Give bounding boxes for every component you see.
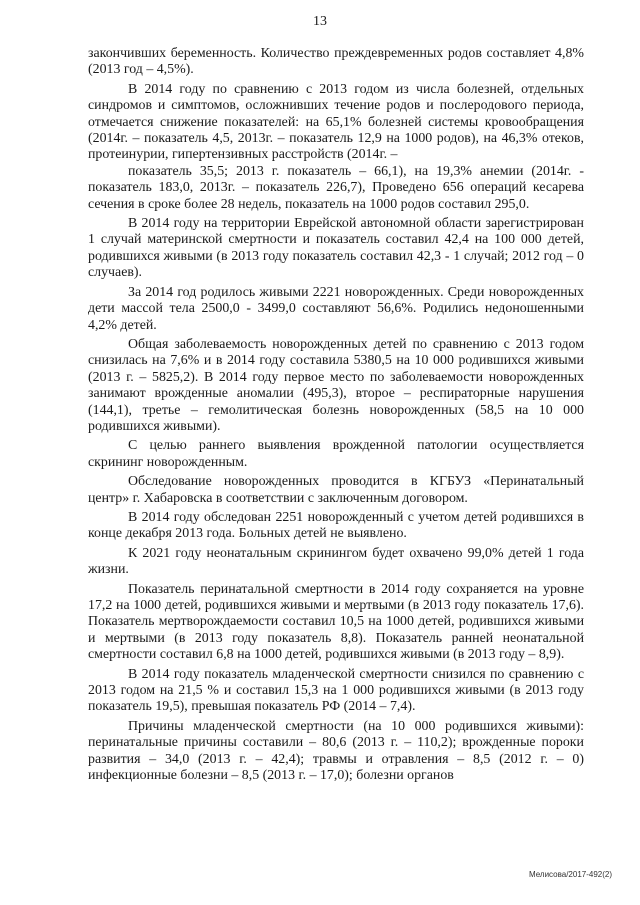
paragraph-indicators-cesarean: показатель 35,5; 2013 г. показатель – 66,1), на 19,3% анемии (2014г. - показатель 183,0, 2013г. – показатель 226,7), Проведено 656 операций кесарева сечения в сроке более 28 недель, показатель на 1000 родов составил 295,0. — [88, 163, 584, 212]
paragraph-screening-center: Обследование новорожденных проводится в КГБУЗ «Перинатальный центр» г. Хабаровска в соответствии с заключенным договором. — [88, 474, 584, 506]
paragraph-maternal-mortality: В 2014 году на территории Еврейской автономной области зарегистрирован 1 случай материнской смертности и показатель составил 42,4 на 100 000 детей, родившихся живыми (в 2013 году показатель составил 42,3 - 1 случай; 2012 год – 0 случаев). — [88, 216, 584, 281]
document-body — [88, 46, 584, 784]
paragraph-childbirth-complications: В 2014 году по сравнению с 2013 годом из числа болезней, отдельных синдромов и симптомов, осложнивших течение родов и послеродового периода, отмечается снижение показателей: на 65,1% болезней системы кровообращения (2014г. – показатель 4,5, 2013г. – показатель 12,9 на 1000 родов), на 46,3% отеков, протеинурии, гипертензивных расстройств (2014г. – — [88, 81, 584, 163]
paragraph-continuation: закончивших беременность. Количество преждевременных родов составляет 4,8% (2013 год – 4,5%). — [88, 46, 584, 78]
page-number: 13 — [313, 14, 327, 29]
paragraph-screening-purpose: С целью раннего выявления врожденной патологии осуществляется скрининг новорожденным. — [88, 438, 584, 470]
paragraph-mortality-causes: Причины младенческой смертности (на 10 000 родившихся живыми): перинатальные причины составили – 80,6 (2013 г. – 110,2); врожденные пороки развития – 34,0 (2013 г. – 42,4); травмы и отравления – 8,5 (2012 г. – 0) инфекционные болезни – 8,5 (2013 г. – 17,0); болезни органов — [88, 718, 584, 784]
paragraph-screening-target: К 2021 году неонатальным скринингом будет охвачено 99,0% детей 1 года жизни. — [88, 545, 584, 578]
paragraph-newborn-morbidity: Общая заболеваемость новорожденных детей по сравнению с 2013 годом снизилась на 7,6% и в 2014 году составила 5380,5 на 10 000 родившихся живыми (2013 г. – 5825,2). В 2014 году первое место по заболеваемости новорожденных занимают врожденные аномалии (495,3), второе – респираторные нарушения (144,1), третье – гемолитическая болезнь новорожденных (58,5 на 10 000 родившихся живыми). — [88, 336, 584, 434]
paragraph-perinatal-mortality: Показатель перинатальной смертности в 2014 году сохраняется на уровне 17,2 на 1000 детей, родившихся живыми и мертвыми (в 2013 году показатель 17,6). Показатель мертворождаемости составил 10,5 на 1000 детей, родившихся живыми и мертвыми (в 2013 году показатель 8,8). Показатель ранней неонатальной смертности составил 6,8 на 1000 детей, родившихся живыми (в 2013 году – 8,9). — [88, 581, 584, 663]
paragraph-infant-mortality: В 2014 году показатель младенческой смертности снизился по сравнению с 2013 годом на 21,5 % и составил 15,3 на 1 000 родившихся живыми (в 2013 году показатель 19,5), превышая показатель РФ (2014 – 7,4). — [88, 666, 584, 715]
paragraph-births: За 2014 год родилось живыми 2221 новорожденных. Среди новорожденных дети массой тела 2500,0 - 3499,0 составляют 56,6%. Родились недоношенными 4,2% детей. — [88, 284, 584, 333]
paragraph-screened-count: В 2014 году обследован 2251 новорожденный с учетом детей родившихся в конце декабря 2013 года. Больных детей не выявлено. — [88, 509, 584, 542]
footer-document-code: Мелисова/2017-492(2) — [528, 870, 612, 879]
